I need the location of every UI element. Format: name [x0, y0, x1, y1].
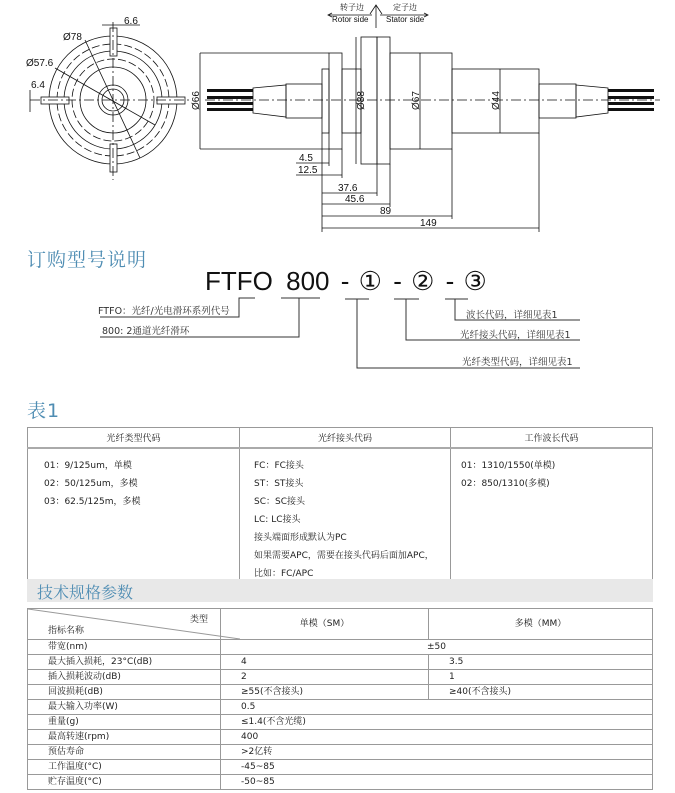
- dim-12-5: 12.5: [298, 165, 318, 176]
- table-row: [28, 745, 653, 760]
- note-ftfo: FTFO：光纤/光电滑环系列代号: [98, 306, 230, 317]
- list-item: ST：ST接头: [254, 479, 304, 489]
- wavelength-cell: [451, 448, 653, 584]
- spec-value: 0.5: [221, 700, 653, 715]
- fiber-type-cell: [28, 448, 240, 584]
- specs-table: [27, 608, 653, 790]
- specs-title-bar: [27, 579, 653, 602]
- table-row: [28, 685, 653, 700]
- dim-d88: Ø88: [356, 91, 367, 110]
- table1-header: 光纤类型代码: [28, 428, 240, 449]
- spec-value: 400: [221, 730, 653, 745]
- name-label: 指标名称: [48, 626, 85, 636]
- spec-name: 重量(g): [28, 715, 221, 730]
- stator-side-cn: 定子边: [393, 3, 417, 12]
- dim-149: 149: [420, 218, 437, 229]
- table-row: [28, 670, 653, 685]
- spec-value: -45~85: [221, 760, 653, 775]
- table-row: [28, 700, 653, 715]
- type-label: 类型: [189, 615, 208, 625]
- list-item: 比如：FC/APC: [254, 569, 314, 579]
- model-part-2: ②: [411, 266, 435, 296]
- table-row: [28, 775, 653, 790]
- dim-6-6: 6.6: [124, 16, 138, 27]
- dim-d66: Ø66: [191, 91, 202, 110]
- spec-sm: 2: [221, 670, 429, 685]
- spec-value: >2亿转: [221, 745, 653, 760]
- spec-sm: 4: [221, 655, 429, 670]
- dim-d78: Ø78: [63, 32, 82, 43]
- model-channels: 800: [286, 266, 330, 296]
- list-item: LC: LC接头: [254, 515, 301, 525]
- mm-header: 多模（MM）: [429, 609, 653, 640]
- dim-45-6: 45.6: [345, 194, 365, 205]
- spec-value: -50~85: [221, 775, 653, 790]
- spec-name: 插入损耗波动(dB): [28, 670, 221, 685]
- connector-cell: [240, 448, 451, 584]
- spec-value: ±50: [221, 640, 653, 655]
- dim-d67: Ø67: [411, 91, 422, 110]
- table-row: [28, 760, 653, 775]
- list-item: 01：1310/1550(单模): [461, 461, 556, 471]
- spec-name: 最大插入损耗，23°C(dB): [28, 655, 221, 670]
- ordering-title: 订购型号说明: [27, 249, 148, 271]
- list-item: 01：9/125um，单模: [44, 461, 132, 471]
- spec-value: ≤1.4(不含光缆): [221, 715, 653, 730]
- list-item: 02：850/1310(多模): [461, 479, 550, 489]
- list-item: 02：50/125um，多模: [44, 479, 138, 489]
- spec-name: 回波损耗(dB): [28, 685, 221, 700]
- list-item: 如果需要APC，需要在接头代码后面加APC，: [254, 551, 434, 561]
- list-item: FC：FC接头: [254, 461, 304, 471]
- dim-89: 89: [380, 206, 392, 217]
- spec-mm: ≥40(不含接头): [429, 685, 653, 700]
- spec-name: 最高转速(rpm): [28, 730, 221, 745]
- list-item: SC：SC接头: [254, 497, 305, 507]
- specs-title: 技术规格参数: [37, 583, 134, 602]
- spec-sm: ≥55(不含接头): [221, 685, 429, 700]
- dim-d44: Ø44: [491, 91, 502, 110]
- note-fiber-type: 光纤类型代码，详细见表1: [462, 357, 573, 368]
- spec-name: 带宽(nm): [28, 640, 221, 655]
- table1-header: 光纤接头代码: [240, 428, 451, 449]
- table-row: [28, 655, 653, 670]
- rotor-side-cn: 转子边: [340, 3, 364, 12]
- note-connector: 光纤接头代码，详细见表1: [460, 330, 571, 341]
- dim-4-5: 4.5: [299, 153, 313, 164]
- dim-6-4: 6.4: [31, 80, 45, 91]
- table-row: [28, 730, 653, 745]
- table-row: [28, 640, 653, 655]
- note-wavelength: 波长代码，详细见表1: [466, 310, 558, 321]
- list-item: 接头端面形成默认为PC: [254, 533, 347, 543]
- table1-title: 表1: [27, 400, 61, 422]
- model-part-1: ①: [358, 266, 382, 296]
- model-dash: -: [393, 266, 402, 296]
- sm-header: 单模（SM）: [221, 609, 429, 640]
- list-item: 03：62.5/125m，多模: [44, 497, 141, 507]
- spec-name: 最大输入功率(W): [28, 700, 221, 715]
- model-dash: -: [340, 266, 350, 296]
- spec-name: 贮存温度(°C): [28, 775, 221, 790]
- rotor-side-en: Rotor side: [332, 15, 369, 24]
- table1: [27, 427, 653, 584]
- table-row: [28, 715, 653, 730]
- note-800: 800: 2通道光纤滑环: [102, 326, 190, 337]
- model-series: FTFO: [205, 266, 273, 296]
- spec-mm: 1: [429, 670, 653, 685]
- diagonal-header-cell: [28, 609, 221, 640]
- table1-header: 工作波长代码: [451, 428, 653, 449]
- model-dash: -: [445, 266, 455, 296]
- stator-side-en: Stator side: [386, 15, 425, 24]
- model-part-3: ③: [463, 266, 487, 296]
- spec-mm: 3.5: [429, 655, 653, 670]
- dim-d57-6: Ø57.6: [26, 58, 54, 69]
- spec-name: 工作温度(°C): [28, 760, 221, 775]
- spec-name: 预估寿命: [28, 745, 221, 760]
- dim-37-6: 37.6: [338, 183, 358, 194]
